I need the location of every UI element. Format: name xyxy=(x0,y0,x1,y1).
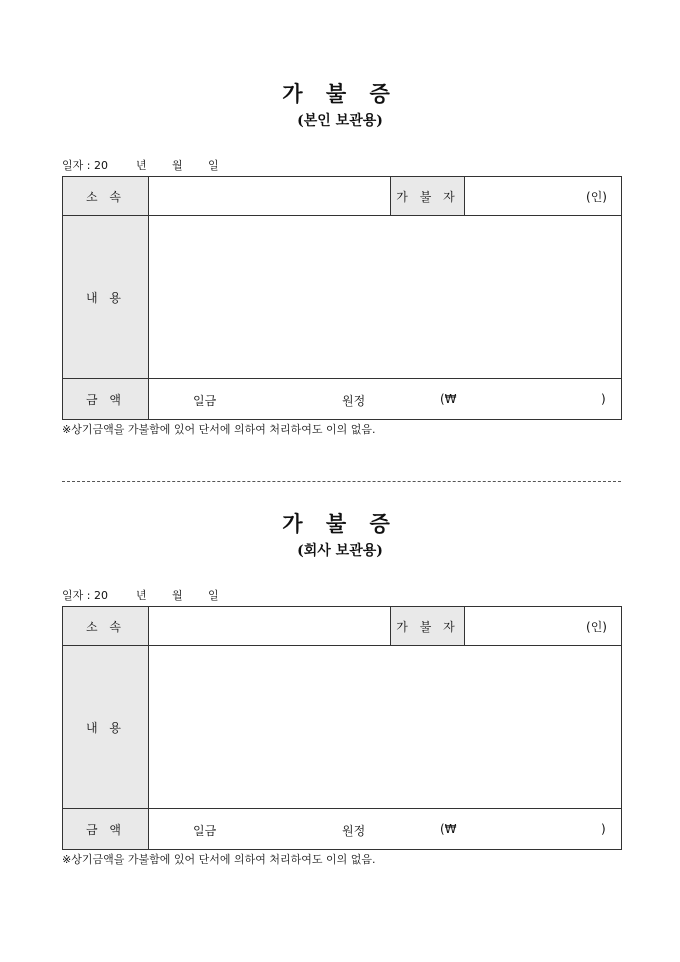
affiliation-row xyxy=(63,607,622,646)
terms-note: ※상기금액을 가불함에 있어 단서에 의하여 처리하여도 이의 없음. xyxy=(62,423,376,436)
date-prefix: 일자 : 20 xyxy=(62,159,108,172)
content-row xyxy=(63,646,622,809)
affiliation-field[interactable] xyxy=(149,607,391,646)
form-table xyxy=(62,606,622,850)
amount-suffix: 원정 xyxy=(342,394,366,408)
borrower-label: 가 불 자 xyxy=(391,177,465,216)
amount-prefix: 일금 xyxy=(193,824,217,838)
form-company-copy xyxy=(0,508,680,928)
content-label: 내 용 xyxy=(63,216,149,379)
form-personal-copy xyxy=(0,78,680,498)
amount-field[interactable] xyxy=(149,379,622,420)
terms-note: ※상기금액을 가불함에 있어 단서에 의하여 처리하여도 이의 없음. xyxy=(62,853,376,866)
form-subtitle: (회사 보관용) xyxy=(297,543,383,559)
affiliation-row xyxy=(63,177,622,216)
affiliation-label: 소 속 xyxy=(63,177,149,216)
amount-suffix: 원정 xyxy=(342,824,366,838)
currency-open: (₩ xyxy=(440,392,457,406)
date-year-label: 년 xyxy=(136,159,147,172)
borrower-label: 가 불 자 xyxy=(391,607,465,646)
form-title: 가 불 증 xyxy=(282,511,398,536)
form-subtitle: (본인 보관용) xyxy=(297,113,383,129)
date-year-label: 년 xyxy=(136,589,147,602)
currency-open: (₩ xyxy=(440,822,457,836)
content-row xyxy=(63,216,622,379)
amount-row xyxy=(63,379,622,420)
content-label: 내 용 xyxy=(63,646,149,809)
date-day-label: 일 xyxy=(208,159,219,172)
amount-prefix: 일금 xyxy=(193,394,217,408)
affiliation-label: 소 속 xyxy=(63,607,149,646)
date-month-label: 월 xyxy=(172,159,183,172)
cut-line-divider xyxy=(62,481,621,482)
form-title: 가 불 증 xyxy=(282,81,398,106)
amount-label: 금 액 xyxy=(63,379,149,420)
amount-label: 금 액 xyxy=(63,809,149,850)
date-day-label: 일 xyxy=(208,589,219,602)
affiliation-field[interactable] xyxy=(149,177,391,216)
currency-close: ) xyxy=(601,822,606,836)
date-month-label: 월 xyxy=(172,589,183,602)
borrower-seal-field[interactable]: (인) xyxy=(465,177,622,216)
content-field[interactable] xyxy=(149,646,622,809)
amount-field[interactable] xyxy=(149,809,622,850)
currency-close: ) xyxy=(601,392,606,406)
borrower-seal-field[interactable]: (인) xyxy=(465,607,622,646)
content-field[interactable] xyxy=(149,216,622,379)
amount-row xyxy=(63,809,622,850)
date-prefix: 일자 : 20 xyxy=(62,589,108,602)
form-table xyxy=(62,176,622,420)
